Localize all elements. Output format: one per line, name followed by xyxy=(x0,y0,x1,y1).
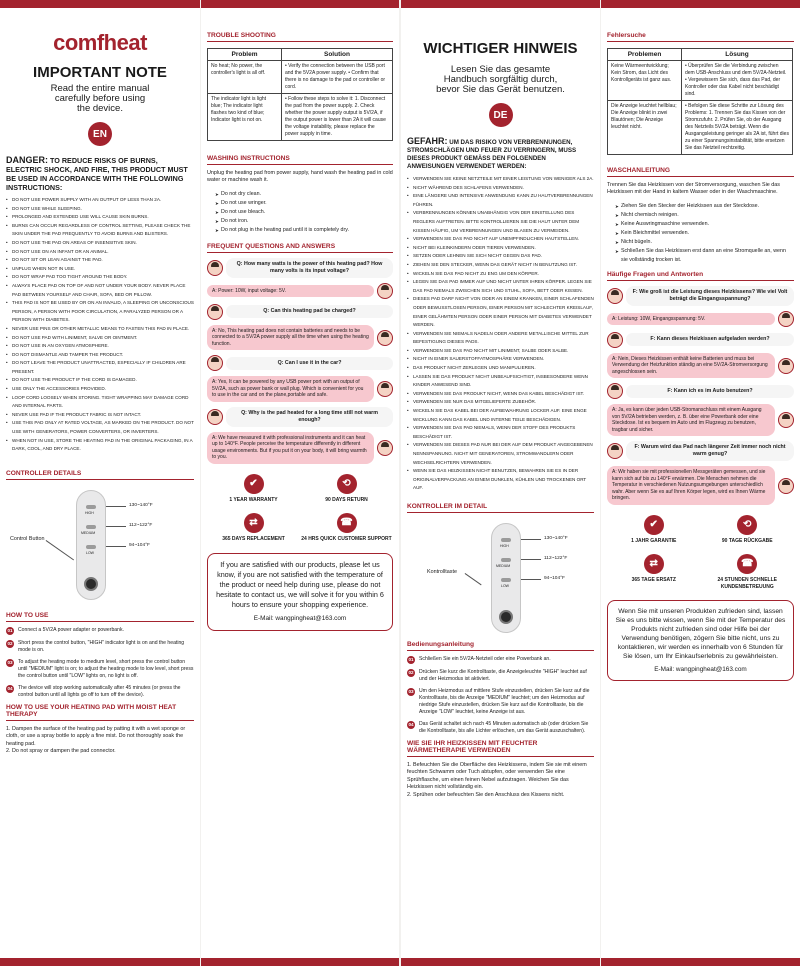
panel-de-front xyxy=(401,0,600,966)
warning-item: • WICKELN SIE DAS PAD NICHT ZU ENG UM DEN KÖRPER. xyxy=(407,270,594,279)
howto-step xyxy=(407,669,594,683)
warning-item: • WENN SIE DAS HEIZKISSEN NICHT BENUTZEN, BEWAHREN SIE ES IN DER ORIGINALVERPACKUNG AN EINEM DUNKLEN, KÜHLEN UND TROCKENEN ORT AUF. xyxy=(407,467,594,493)
table-row xyxy=(208,94,393,141)
warning-item: • PROLONGED AND EXTENDED USE WILL CAUSE SKIN BURNS. xyxy=(6,213,194,222)
faq-question: Q: How many watts is the power of this heating pad? How many volts is its input voltage? xyxy=(226,258,393,278)
step-number: 03 xyxy=(408,689,414,695)
troubleshooting-title: Fehlersuche xyxy=(607,32,794,42)
step-number: 02 xyxy=(7,641,13,647)
warning-item: • USE ONLY THE ACCESSORIES PROVIDED. xyxy=(6,385,194,394)
washing-title: WASHING INSTRUCTIONS xyxy=(207,155,393,165)
column-header: Lösung xyxy=(682,49,793,61)
avatar-icon xyxy=(207,260,223,276)
table-row xyxy=(208,61,393,94)
solution-cell: • Befolgen Sie diese Schritte zur Lösung des Problems: 1. Trennen Sie das Kissen von der Stromzufuhr. 2. Prüfen Sie, ob der Ausgang des Netzteils 5V/2A beträgt. Wenn die Ausgangsleistung geringer als 2A ist, führt dies zu einer Spannungsinstabilität, bitte ersetzen Sie das Netzteil rechtzeitig. xyxy=(682,101,793,155)
faq-question: F: Warum wird das Pad nach längerer Zeit immer noch nicht warm genug? xyxy=(626,441,794,461)
faq-answer-row xyxy=(207,325,393,351)
feature-item xyxy=(300,513,393,543)
moist-steps xyxy=(407,762,594,799)
avatar-icon xyxy=(778,358,794,374)
danger-text: UM DAS RISIKO VON VERBRENNUNGEN, STROMSCHLÄGEN UND FEUER ZU VERRINGERN, MUSS DIESES PRODUKT GEMÄSS DEN FOLGENDEN ANWEISUNGEN VERWENDET WERDEN: xyxy=(407,139,577,170)
faq-answer-row xyxy=(207,376,393,402)
warning-item: • LASSEN SIE DAS PRODUKT NICHT UNBEAUFSICHTIGT, INSBESONDERE WENN KINDER ANWESEND SIND. xyxy=(407,373,594,390)
page-title: IMPORTANT NOTE xyxy=(33,64,167,81)
warning-item: • VERWENDEN SIE NIEMALS NADELN ODER ANDERE METALLISCHE MITTEL ZUR BEFESTIGUNG DIESES PADS. xyxy=(407,330,594,347)
warning-item: • THIS PAD IS NOT BE USED BY OR ON AN INVALID, A SLEEPING OR UNCONSCIOUS PERSON, A PERSON WITH POOR CIRCULATION, A PARALYZED PERSON OR A PERSON WITH DIABETES. xyxy=(6,299,194,325)
moist-step: 2. Sprühen oder befeuchten Sie den Anschluss des Kissens nicht. xyxy=(407,791,565,798)
warning-item: • NEVER USE PINS OR OTHER METALLIC MEANS TO FASTEN THIS PAD IN PLACE. xyxy=(6,325,194,334)
avatar-icon xyxy=(207,304,223,320)
warranty-icon: ✔ xyxy=(644,515,664,535)
warning-item: • DO NOT USE PAD WITH LINIMENT, SALVE OR OINTMENT. xyxy=(6,334,194,343)
step-text: Um den Heizmodus auf mittlere Stufe einzustellen, drücken Sie kurz auf die Kontrolltaste, bis die Anzeige "MEDIUM" leuchtet; um den Heizmodus auf niedrige Stufe einzustellen, drücken Sie kurz auf die Kontrolltaste, bis die Anzeige "LOW" leuchtet, keine Anzeige ist aus. xyxy=(419,687,590,715)
faq-question-row xyxy=(207,304,393,320)
faq-question-row xyxy=(607,332,794,348)
controller-diagram xyxy=(407,521,594,633)
faq-question: F: Kann dieses Heizkissen aufgeladen werden? xyxy=(626,333,794,346)
support-icon: ☎ xyxy=(737,554,757,574)
faq-question-row xyxy=(607,441,794,461)
power-button xyxy=(84,577,98,591)
faq-question: F: Wie groß ist die Leistung dieses Heizkissens? Wie viel Volt beträgt die Eingangsspannung? xyxy=(626,286,794,306)
howto-section-title: HOW TO USE xyxy=(6,612,194,622)
faq-question-row xyxy=(607,383,794,399)
warning-item: • VERWENDEN SIE DAS PAD NIEMALS, WENN DER STOFF DES PRODUKTS BESCHÄDIGT IST. xyxy=(407,424,594,441)
email-text: E-Mail: wangpingheat@163.com xyxy=(253,614,347,622)
controller-section-title: CONTROLLER DETAILS xyxy=(6,470,194,480)
leader-line xyxy=(106,506,126,507)
warning-item: • DO NOT USE THE PAD ON AREAS OF INSENSITIVE SKIN. xyxy=(6,239,194,248)
warning-item: • NICHT IN EINER SAUERSTOFFATMOSPHÄRE VERWENDEN. xyxy=(407,355,594,364)
language-badge: DE xyxy=(489,103,513,127)
avatar-icon xyxy=(607,443,623,459)
warning-item: • NICHT WÄHREND DES SCHLAFENS VERWENDEN. xyxy=(407,184,594,193)
warning-item: • VERWENDEN SIE DAS PAD NICHT AUF UNEMPFINDLICHEN HAUTSTELLEN. xyxy=(407,235,594,244)
troubleshooting-title: TROUBLE SHOOTING xyxy=(207,32,393,42)
feature-label: 24 STUNDEN SCHNELLE KUNDENBETREUUNG xyxy=(717,577,777,590)
controller-diagram xyxy=(6,488,194,600)
warning-item: • VERWENDEN SIE DAS PAD NICHT MIT LINIMENT, SALBE ODER SALBE. xyxy=(407,347,594,356)
top-red-band xyxy=(201,0,399,8)
return-icon: ⟲ xyxy=(737,515,757,535)
faq-question-row xyxy=(207,258,393,278)
avatar-icon xyxy=(207,409,223,425)
howto-step xyxy=(6,685,194,699)
warning-item: • DO NOT LEAVE THE PRODUCT UNATTRACTED, ESPECIALLY IF CHILDREN ARE PRESENT. xyxy=(6,359,194,376)
wash-item: ➤ Do not iron. xyxy=(215,217,393,226)
led-label: LOW xyxy=(86,550,94,555)
howto-steps xyxy=(6,627,194,699)
temp-low: 94~104°F xyxy=(544,575,565,581)
problem-cell: Keine Wärmeentwicklung; Kein Strom, das Licht des Kontrollgeräts ist ganz aus. xyxy=(608,61,682,101)
panel-de-back xyxy=(601,0,800,966)
wash-item: ➤ Do not plug in the heating pad until it is completely dry. xyxy=(215,226,393,235)
return-icon: ⟲ xyxy=(337,474,357,494)
led-label: HIGH xyxy=(500,543,509,548)
controller-body xyxy=(491,523,521,633)
faq-question: Q: Why is the pad heated for a long time still not warm enough? xyxy=(226,407,393,427)
avatar-icon xyxy=(377,283,393,299)
faq-answer: A: Leistung: 10W, Eingangsspannung: 5V. xyxy=(607,313,775,326)
step-text: To adjust the heating mode to medium level, short press the control button until "MEDIUM" light is on; to adjust the heating mode to low level, short press the control button until "LOW" lights on, no light is off. xyxy=(18,658,194,679)
feature-label: 1 JAHR GARANTIE xyxy=(631,537,677,544)
warning-item: • DO NOT WRAP PAD TOO TIGHT AROUND THE BODY. xyxy=(6,273,194,282)
howto-step xyxy=(6,640,194,654)
warning-item: • VERWENDEN SIE DIESES PAD NUR BEI DER AUF DEM PRODUKT ANGEGEBENEN NENNSPANNUNG. NICHT MIT GENERATOREN, STROMWANDLERN ODER WECHSELRICHTERN VERWENDEN. xyxy=(407,441,594,467)
step-number: 04 xyxy=(408,722,414,728)
faq-answer-row xyxy=(207,283,393,299)
step-text: The device will stop working automatically after 45 minutes (or press the control button until all lights go off to turn off the device). xyxy=(18,684,181,698)
led-label: MEDIUM xyxy=(81,530,96,535)
controller-body xyxy=(76,490,106,600)
subtitle-line: bevor Sie das Gerät benutzen. xyxy=(436,84,565,95)
warning-item: • BURNS CAN OCCUR REGARDLESS OF CONTROL SETTING, PLEASE CHECK THE SKIN UNDER THE PAD FREQUENTLY TO AVOID BURNS AND BLISTERS. xyxy=(6,222,194,239)
led-low xyxy=(86,545,96,549)
avatar-icon xyxy=(377,381,393,397)
temp-high: 130~140°F xyxy=(544,535,568,541)
warning-item: • NEVER USE PAD IF THE PRODUCT FABRIC IS NOT INTACT. xyxy=(6,411,194,420)
warning-item: • SETZEN ODER LEHNEN SIE SICH NICHT GEGEN DAS PAD. xyxy=(407,252,594,261)
moist-step: 2. Do not spray or dampen the pad connector. xyxy=(6,748,116,755)
howto-step xyxy=(407,656,594,664)
washing-list xyxy=(215,190,393,235)
avatar-icon xyxy=(207,355,223,371)
temp-high: 130~140°F xyxy=(129,502,153,508)
faq-question-row xyxy=(207,355,393,371)
washing-text: Unplug the heating pad from power supply, hand wash the heating pad in cold water or machine wash it. xyxy=(207,170,393,184)
faq-question-row xyxy=(607,286,794,306)
feature-grid xyxy=(607,515,794,591)
step-number: 02 xyxy=(408,670,414,676)
temp-low: 94~104°F xyxy=(129,542,150,548)
wash-item: ➤ Do not use wringer. xyxy=(215,199,393,208)
danger-statement xyxy=(407,137,594,171)
avatar-icon xyxy=(778,478,794,494)
howto-step xyxy=(6,659,194,680)
avatar-icon xyxy=(607,332,623,348)
led-medium xyxy=(501,558,511,562)
callout-text: Wenn Sie mit unseren Produkten zufrieden sind, lassen Sie es uns bitte wissen, wenn Sie mit der Temperatur des Produkts nicht zufrieden sind oder Hilfe bei der Verwendung benötigen, zögern Sie bitte nicht, uns zu kontaktieren, wir werden es innerhalb von 6 Stunden für Sie lösen, um Ihr Einkaufserlebnis zu gewährleisten. xyxy=(615,608,786,661)
problem-cell: The indicator light is light blue; The indicator light flashes two kind of blue; Indicator light is not on. xyxy=(208,94,282,141)
feature-item xyxy=(607,554,701,590)
feature-item xyxy=(300,474,393,504)
control-button-label: Kontrolltaste xyxy=(427,568,457,575)
led-high xyxy=(501,538,511,542)
step-number: 04 xyxy=(7,686,13,692)
step-text: Short press the control button, "HIGH" indicator light is on and the heating mode is on. xyxy=(18,639,185,653)
step-text: Das Gerät schaltet sich nach 45 Minuten automatisch ab (oder drücken Sie die Kontrolltaste, bis alle Lichter erlöschen, um das Gerät auszuschalten). xyxy=(419,720,589,734)
warning-item: • WHEN NOT IN USE, STORE THE HEATING PAD IN THE ORIGINAL PACKAGING, IN A DARK, COOL, AND DRY PLACE. xyxy=(6,437,194,454)
feature-label: 1 YEAR WARRANTY xyxy=(229,496,278,503)
leader-line xyxy=(46,540,74,560)
feature-item xyxy=(207,513,300,543)
step-number: 01 xyxy=(7,628,13,634)
faq-answer: A: Ja, es kann über jeden USB-Stromanschluss mit einem Ausgang von 5V/2A betrieben werden, z. B. über eine Powerbank oder eine Steckdose. Ist es bequem im Auto und im Flugzeug zu benutzen, tragbar und sicher. xyxy=(607,404,775,436)
faq-title: FREQUENT QUESTIONS AND ANSWERS xyxy=(207,243,393,253)
washing-title: WASCHANLEITUNG xyxy=(607,167,794,177)
feature-grid xyxy=(207,474,393,543)
danger-text: TO REDUCE RISKS OF BURNS, ELECTRIC SHOCK, AND FIRE, THIS PRODUCT MUST BE USED IN ACCORDANCE WITH THE FOLLOWING INSTRUCTIONS: xyxy=(6,156,188,192)
avatar-icon xyxy=(377,440,393,456)
faq-answer: A: Wir haben sie mit professionellen Messgeräten gemessen, und sie kann sich auf bis zu 140°F erwärmen. Die Menschen nehmen die Temperatur in verschiedenen Nutzungsumgebungen unterschiedlich wahr. Aber wenn Sie es auf Ihren Körper legen, wird es Ihnen Wärme bringen. xyxy=(607,466,775,505)
top-red-band xyxy=(401,0,600,8)
troubleshooting-table xyxy=(207,48,393,141)
step-text: Schließen Sie ein 5V/2A-Netzteil oder eine Powerbank an. xyxy=(419,655,551,662)
warning-item: • LEGEN SIE DAS PAD IMMER AUF UND NICHT UNTER IHREN KÖRPER. LEGEN SIE DAS PAD NIEMALS ZWISCHEN SICH UND STUHL, SOFA, BETT ODER KISSEN. xyxy=(407,278,594,295)
warning-item: • DIESES PAD DARF NICHT VON ODER AN EINEM KRANKEN, EINER SCHLAFENDEN ODER BEWUSSTLOSEN PERSON, EINER PERSON MIT SCHLECHTER KREISLAUF, EINER GELÄHMTEN PERSON ODER EINER PERSON MIT DIABETES VERWENDET WERDEN. xyxy=(407,295,594,329)
step-number: 01 xyxy=(408,657,414,663)
wash-item: ➤ Do not use bleach. xyxy=(215,208,393,217)
panel-en-front xyxy=(0,0,200,966)
leader-line xyxy=(106,546,126,547)
feature-label: 365 DAYS REPLACEMENT xyxy=(222,536,285,543)
language-badge: EN xyxy=(88,122,112,146)
danger-heading: GEFAHR: xyxy=(407,136,448,146)
power-button xyxy=(499,610,513,624)
top-red-band xyxy=(601,0,800,8)
panel-en-back xyxy=(201,0,399,966)
solution-cell: • Verify the connection between the USB port and the 5V2A power supply. • Confirm that there is no damage to the pad or controller or cord. xyxy=(282,61,393,94)
warning-item: • EINE LÄNGERE UND INTENSIVE ANWENDUNG KANN ZU HAUTVERBRENNUNGEN FÜHREN. xyxy=(407,192,594,209)
faq-answer: A: Power: 10W, input voltage: 5V. xyxy=(207,285,374,298)
email-text: E-Mail: wangpingheat@163.com xyxy=(654,666,747,674)
table-row xyxy=(608,101,793,155)
avatar-icon xyxy=(377,330,393,346)
howto-step xyxy=(407,688,594,716)
temp-medium: 112~122°F xyxy=(129,522,153,528)
faq-answer-row xyxy=(607,466,794,505)
moist-steps xyxy=(6,726,194,756)
page-title: WICHTIGER HINWEIS xyxy=(423,40,578,57)
feature-item xyxy=(701,515,795,545)
leader-line xyxy=(106,526,126,527)
led-medium xyxy=(86,525,96,529)
solution-cell: • Follow these steps to solve it: 1. Disconnect the pad from the power supply. 2. Check whether the power supply output is 5V/2A, if the output power is lower than 2A it will cause the voltage instability, please replace the power supply in time. xyxy=(282,94,393,141)
avatar-icon xyxy=(778,311,794,327)
warning-item: • USE THIS PAD ONLY AT RATED VOLTAGE, AS MARKED ON THE PRODUCT. DO NOT USE WITH GENERATORS, POWER CONVERTERS, OR INVERTERS. xyxy=(6,419,194,436)
troubleshooting-table xyxy=(607,48,793,155)
temp-medium: 112~122°F xyxy=(544,555,568,561)
controller-section-title: KONTROLLER IM DETAIL xyxy=(407,503,594,513)
faq-title: Häufige Fragen und Antworten xyxy=(607,271,794,281)
subtitle xyxy=(401,65,600,95)
led-label: HIGH xyxy=(85,510,94,515)
warning-list xyxy=(6,196,194,454)
column-header: Problemen xyxy=(608,49,682,61)
warning-item: • DO NOT USE WHILE SLEEPING. xyxy=(6,205,194,214)
feature-label: 90 TAGE RÜCKGABE xyxy=(721,537,773,544)
subtitle-line: Lesen Sie das gesamte xyxy=(450,64,551,75)
warning-item: • VERWENDEN SIE DAS PRODUKT NICHT, WENN DAS KABEL BESCHÄDIGT IST. xyxy=(407,390,594,399)
moist-section-title: WIE SIE IHR HEIZKISSEN MIT FEUCHTER WÄRMETHERAPIE VERWENDEN xyxy=(407,740,594,757)
warning-item: • LOOP CORD LOOSELY WHEN STORING. TIGHT WRAPPING MAY DAMAGE CORD AND INTERNAL PARTS. xyxy=(6,394,194,411)
support-icon: ☎ xyxy=(337,513,357,533)
led-label: LOW xyxy=(501,583,509,588)
danger-heading: DANGER: xyxy=(6,155,48,165)
moist-step: 1. Dampen the surface of the heating pad by patting it with a wet sponge or cloth, or use a spray bottle to apply a fine mist. Do not thoroughly soak the heating pad. xyxy=(6,725,186,747)
faq-answer: A: No, This heating pad does not contain batteries and needs to be connected to a 5V/2A power supply all the time when using the heating function. xyxy=(207,325,374,351)
warning-item: • UNPLUG WHEN NOT IN USE. xyxy=(6,265,194,274)
led-low xyxy=(501,578,511,582)
subtitle-line: carefully before using xyxy=(54,93,146,104)
howto-step xyxy=(407,721,594,735)
warranty-icon: ✔ xyxy=(244,474,264,494)
faq-answer-row xyxy=(207,432,393,464)
warning-item: • VERBRENNUNGEN KÖNNEN UNABHÄNGIG VON DER EINSTELLUNG DES REGLERS AUFTRETEN. BITTE KONTROLLIEREN SIE DIE HAUT UNTER DEM KISSEN HÄUFIG, UM VERBRENNUNGEN UND BLASEN ZU VERMEIDEN. xyxy=(407,209,594,235)
contact-callout xyxy=(607,600,794,681)
faq-question: Q: Can I use it in the car? xyxy=(226,357,393,370)
step-text: Connect a 5V/2A power adapter or powerbank. xyxy=(18,626,124,633)
avatar-icon xyxy=(778,412,794,428)
washing-list xyxy=(615,202,794,265)
faq-answer: A: Nein, Dieses Heizkissen enthält keine Batterien und muss bei Verwendung der Heizfunktion ständig an eine 5V/2A-Stromversorgung angeschlossen sein. xyxy=(607,353,775,379)
column-header: Problem xyxy=(208,49,282,61)
howto-step xyxy=(6,627,194,635)
bottom-red-band xyxy=(601,958,800,966)
feature-label: 24 HRS QUICK CUSTOMER SUPPORT xyxy=(301,536,392,543)
solution-cell: • Überprüfen Sie die Verbindung zwischen dem USB-Anschluss und dem 5V/2A-Netzteil. • Vergewissern Sie sich, dass das Pad, der Kontroller oder das Kabel nicht beschädigt sind. xyxy=(682,61,793,101)
table-row xyxy=(608,61,793,101)
moist-step: 1. Befeuchten Sie die Oberfläche des Heizkissens, indem Sie sie mit einem feuchten Schwamm oder Tuch abtupfen, oder verwenden Sie eine Sprühflasche, um einen feinen Nebel aufzutragen. Weichen Sie das Heizkissen nicht vollständig ein. xyxy=(407,761,587,791)
faq-question: Q: Can this heating pad be charged? xyxy=(226,305,393,318)
callout-text: If you are satisfied with our products, please let us know, if you are not satisfied with the temperature of the product or need help during use, please do not hesitate to contact us, we will solve it for you within 6 hours to ensure your shopping experience. xyxy=(216,559,384,609)
warning-item: • ALWAYS PLACE PAD ON TOP OF AND NOT UNDER YOUR BODY. NEVER PLACE PAD BETWEEN YOURSELF AND CHAIR, SOFA, BED OR PILLOW. xyxy=(6,282,194,299)
wash-item: ➤ Schließen Sie das Heizkissen erst dann an eine Stromquelle an, wenn sie vollständig trocken ist. xyxy=(615,247,794,265)
warning-item: • VERWENDEN SIE NUR DAS MITGELIEFERTE ZUBEHÖR. xyxy=(407,398,594,407)
leader-line xyxy=(521,559,541,560)
feature-label: 365 TAGE ERSATZ xyxy=(631,577,676,584)
brand-logo: comfheat xyxy=(53,30,147,55)
warning-item: • DO NOT SIT OR LEAN AGAINST THE PAD. xyxy=(6,256,194,265)
warning-item: • VERWENDEN SIE KEINE NETZTEILE MIT EINER LEISTUNG VON WENIGER ALS 2A. xyxy=(407,175,594,184)
faq-list xyxy=(201,258,399,464)
faq-answer: A: Yes, It can be powered by any USB power port with an output of 5V/2A, such as power bank or wall plug. Which is convenient for you to use in the car and on the plane,portable and safe. xyxy=(207,376,374,402)
feature-item xyxy=(701,554,795,590)
led-label: MEDIUM xyxy=(496,563,511,568)
warning-item: • DO NOT USE POWER SUPPLY WITH AN OUTPUT OF LESS THAN 2A. xyxy=(6,196,194,205)
led-high xyxy=(86,505,96,509)
feature-item xyxy=(207,474,300,504)
warning-item: • DO NOT USE ON AN INFANT OR AN ANIMAL. xyxy=(6,248,194,257)
warning-item: • DAS PRODUKT NICHT ZERLEGEN UND MANIPULIEREN. xyxy=(407,364,594,373)
wash-item: ➤ Nicht chemisch reinigen. xyxy=(615,211,794,220)
wash-item: ➤ Nicht bügeln. xyxy=(615,238,794,247)
step-number: 03 xyxy=(7,660,13,666)
leader-line xyxy=(465,573,482,585)
warning-item: • NICHT BEI KLEINKINDERN ODER TIEREN VERWENDEN. xyxy=(407,244,594,253)
subtitle-line: the device. xyxy=(77,103,123,114)
moist-section-title: HOW TO USE YOUR HEATING PAD WITH MOIST HEAT THERAPY xyxy=(6,704,194,721)
column-header: Solution xyxy=(282,49,393,61)
wash-item: ➤ Ziehen Sie den Stecker der Heizkissen aus der Steckdose. xyxy=(615,202,794,211)
warning-item: • DO NOT DISMANTLE AND TAMPER THE PRODUCT. xyxy=(6,351,194,360)
howto-steps xyxy=(407,656,594,735)
warning-list xyxy=(407,175,594,493)
wash-item: ➤ Do not dry clean. xyxy=(215,190,393,199)
subtitle-line: Read the entire manual xyxy=(50,83,150,94)
howto-section-title: Bedienungsanleitung xyxy=(407,641,594,651)
wash-item: ➤ Kein Bleichmittel verwenden. xyxy=(615,229,794,238)
top-red-band xyxy=(0,0,200,8)
danger-statement xyxy=(6,156,194,192)
avatar-icon xyxy=(607,383,623,399)
subtitle-line: Handbuch sorgfältig durch, xyxy=(443,74,558,85)
wash-item: ➤ Keine Auswringmaschine verwenden. xyxy=(615,220,794,229)
replacement-icon: ⇄ xyxy=(644,554,664,574)
replacement-icon: ⇄ xyxy=(244,513,264,533)
subtitle xyxy=(0,84,200,114)
faq-answer-row xyxy=(607,353,794,379)
warning-item: • DO NOT USE IN AN OXYGEN ATMOSPHERE. xyxy=(6,342,194,351)
feature-label: 90 DAYS RETURN xyxy=(325,496,368,503)
step-text: Drücken Sie kurz die Kontrolltaste, die Anzeigeleuchte "HIGH" leuchtet auf und der Heizmodus ist aktiviert. xyxy=(419,668,587,682)
avatar-icon xyxy=(607,288,623,304)
contact-callout xyxy=(207,553,393,631)
leader-line xyxy=(521,579,541,580)
problem-cell: Die Anzeige leuchtet hellblau; Die Anzeige blinkt in zwei Blautönen; Die Anzeige leuchtet nicht. xyxy=(608,101,682,155)
control-button-label: Control Button xyxy=(10,535,45,542)
warning-item: • DO NOT USE THE PRODUCT IF THE CORD IS DAMAGED. xyxy=(6,376,194,385)
problem-cell: No heat; No power, the controller's light is all off. xyxy=(208,61,282,94)
faq-answer-row xyxy=(607,404,794,436)
washing-text: Trennen Sie das Heizkissen von der Stromversorgung, waschen Sie das Heizkissen mit der Hand in kaltem Wasser oder in der Waschmaschine. xyxy=(607,182,780,196)
warning-item: • ZIEHEN SIE DEN STECKER, WENN DAS GERÄT NICHT IN BENUTZUNG IST. xyxy=(407,261,594,270)
bottom-red-band xyxy=(0,958,200,966)
faq-answer: A: We have measured it with professional instruments and it can heat up to 140°F. People perceive the temperature differently in different usage environments. But if you put it on your body, it will bring warmth to you. xyxy=(207,432,374,464)
faq-question: F: Kann ich es im Auto benutzen? xyxy=(626,385,794,398)
warning-item: • WICKELN SIE DAS KABEL BEI DER AUFBEWAHRUNG LOCKER AUF. EINE ENGE WICKLUNG KANN DAS KABEL UND INTERNE TEILE BESCHÄDIGEN. xyxy=(407,407,594,424)
leader-line xyxy=(521,539,541,540)
faq-list xyxy=(601,286,800,505)
feature-item xyxy=(607,515,701,545)
bottom-red-band xyxy=(401,958,600,966)
faq-question-row xyxy=(207,407,393,427)
faq-answer-row xyxy=(607,311,794,327)
bottom-red-band xyxy=(201,958,399,966)
